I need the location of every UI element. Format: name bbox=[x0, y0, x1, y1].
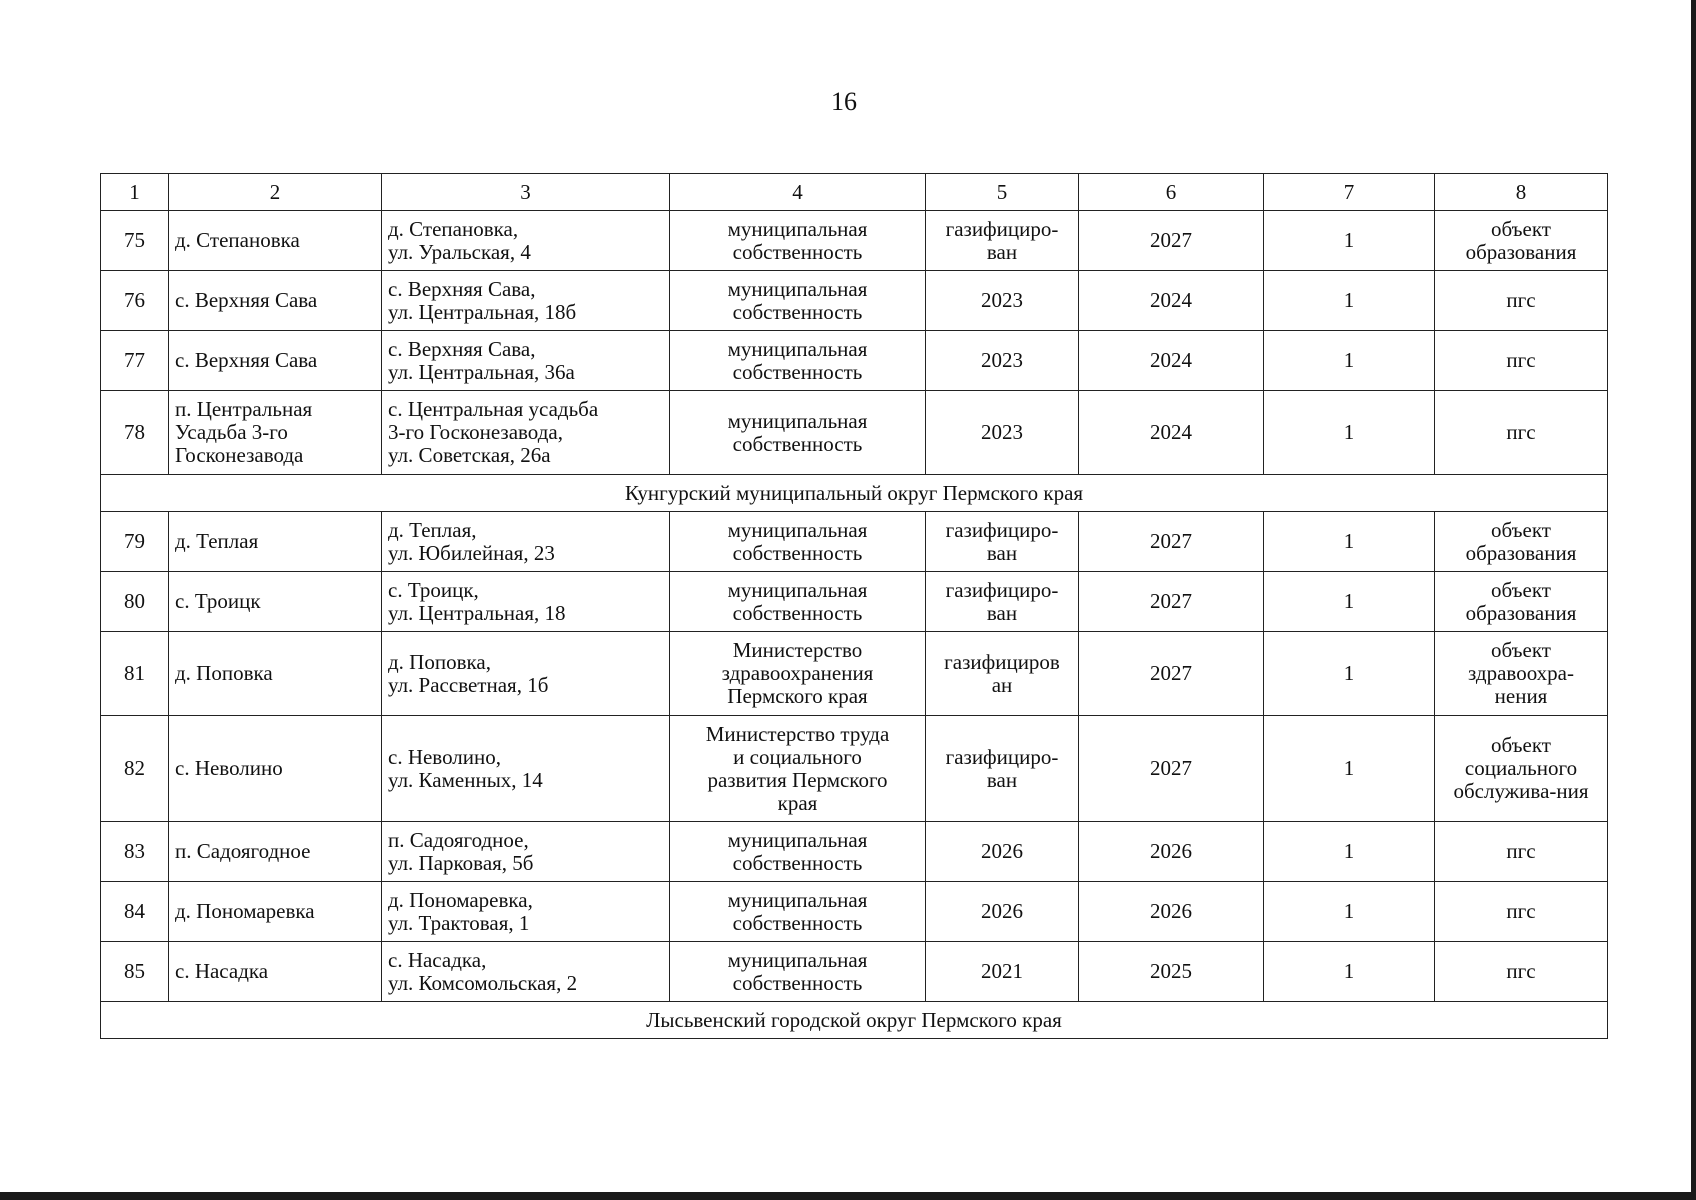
address-cell-line: п. Садоягодное, bbox=[388, 827, 529, 852]
section-title: Лысьвенский городской округ Пермского края bbox=[101, 1002, 1608, 1039]
owner-cell-line: собственность bbox=[732, 359, 863, 384]
section-row bbox=[101, 475, 1608, 512]
address-cell-line: 3-го Госконезавода, bbox=[388, 420, 563, 444]
gasification-cell bbox=[926, 271, 1079, 331]
year-cell: 2027 bbox=[1079, 716, 1264, 822]
year-cell: 2024 bbox=[1079, 271, 1264, 331]
owner-cell-line: собственность bbox=[732, 540, 863, 565]
count-cell: 1 bbox=[1264, 716, 1435, 822]
owner-cell-line: муниципальная bbox=[727, 887, 868, 912]
row-number-cell: 85 bbox=[101, 942, 169, 1002]
gasification-cell-line: газифициров bbox=[944, 649, 1060, 674]
count-cell: 1 bbox=[1264, 572, 1435, 632]
object-type-cell-line: объект bbox=[1491, 638, 1551, 662]
gasification-cell bbox=[926, 331, 1079, 391]
address-cell-line: д. Степановка, bbox=[388, 216, 519, 241]
owner-cell-line: собственность bbox=[732, 299, 863, 324]
owner-cell bbox=[670, 331, 926, 391]
row-number-cell: 76 bbox=[101, 271, 169, 331]
address-cell-line: ул. Центральная, 18б bbox=[388, 299, 577, 324]
object-type-cell-line: обслужива-ния bbox=[1453, 779, 1589, 803]
address-cell-line: ул. Рассветная, 1б bbox=[388, 672, 549, 697]
owner-cell-line: Министерство труда bbox=[705, 721, 890, 746]
gasification-cell bbox=[926, 572, 1079, 632]
row-number-cell: 84 bbox=[101, 882, 169, 942]
address-cell-line: с. Верхняя Сава, bbox=[388, 276, 536, 301]
table-body bbox=[101, 174, 1608, 1039]
table-row bbox=[101, 632, 1608, 716]
settlement-cell: д. Степановка bbox=[169, 211, 382, 271]
gasification-cell bbox=[926, 822, 1079, 882]
scan-edge-bottom bbox=[0, 1192, 1696, 1200]
address-cell-line: ул. Каменных, 14 bbox=[388, 767, 543, 792]
gasification-cell-line: ван bbox=[986, 600, 1018, 625]
object-type-cell-line: пгс bbox=[1506, 899, 1536, 923]
owner-cell-line: муниципальная bbox=[727, 947, 868, 972]
object-type-cell-line: объект bbox=[1491, 517, 1551, 542]
address-cell bbox=[382, 942, 670, 1002]
address-cell bbox=[382, 572, 670, 632]
address-cell bbox=[382, 632, 670, 716]
address-cell-line: ул. Советская, 26а bbox=[388, 443, 551, 467]
address-cell-line: ул. Комсомольская, 2 bbox=[388, 970, 578, 995]
object-type-cell bbox=[1435, 882, 1608, 942]
object-type-cell-line: образования bbox=[1465, 239, 1577, 264]
address-cell-line: с. Неволино, bbox=[388, 744, 502, 769]
owner-cell bbox=[670, 942, 926, 1002]
owner-cell-line: муниципальная bbox=[727, 577, 868, 602]
address-cell bbox=[382, 211, 670, 271]
owner-cell-line: собственность bbox=[732, 970, 863, 995]
object-type-cell-line: пгс bbox=[1506, 288, 1536, 312]
object-type-cell-line: пгс bbox=[1506, 348, 1536, 372]
owner-cell bbox=[670, 716, 926, 822]
address-cell-line: с. Троицк, bbox=[388, 577, 479, 602]
address-cell bbox=[382, 716, 670, 822]
address-cell-line: ул. Центральная, 18 bbox=[388, 600, 566, 625]
owner-cell bbox=[670, 391, 926, 475]
owner-cell-line: муниципальная bbox=[727, 276, 868, 301]
column-header: 5 bbox=[926, 174, 1079, 211]
column-header: 8 bbox=[1435, 174, 1608, 211]
address-cell-line: д. Пономаревка, bbox=[388, 887, 533, 912]
address-cell bbox=[382, 271, 670, 331]
row-number-cell: 75 bbox=[101, 211, 169, 271]
gasification-cell-line: газифициро- bbox=[945, 744, 1059, 769]
settlement-cell: д. Поповка bbox=[169, 632, 382, 716]
gasification-cell-line: 2026 bbox=[981, 899, 1023, 923]
owner-cell-line: муниципальная bbox=[727, 408, 868, 433]
table-row bbox=[101, 822, 1608, 882]
year-cell: 2024 bbox=[1079, 391, 1264, 475]
settlement-cell: с. Верхняя Сава bbox=[169, 271, 382, 331]
gasification-cell-line: 2026 bbox=[981, 839, 1023, 863]
owner-cell bbox=[670, 211, 926, 271]
row-number-cell: 78 bbox=[101, 391, 169, 475]
gasification-cell-line: 2023 bbox=[981, 288, 1023, 312]
gasification-cell-line: газифициро- bbox=[945, 517, 1059, 542]
count-cell: 1 bbox=[1264, 331, 1435, 391]
column-header: 1 bbox=[101, 174, 169, 211]
object-type-cell bbox=[1435, 391, 1608, 475]
address-cell-line: ул. Парковая, 5б bbox=[388, 850, 534, 875]
table-row bbox=[101, 882, 1608, 942]
table-row bbox=[101, 331, 1608, 391]
header-row bbox=[101, 174, 1608, 211]
object-type-cell bbox=[1435, 271, 1608, 331]
gasification-cell-line: газифициро- bbox=[945, 577, 1059, 602]
owner-cell-line: собственность bbox=[732, 910, 863, 935]
table-row bbox=[101, 512, 1608, 572]
settlement-cell: п. Садоягодное bbox=[169, 822, 382, 882]
row-number-cell: 82 bbox=[101, 716, 169, 822]
settlement-cell: п. Центральная Усадьба 3-го Госконезавода bbox=[169, 391, 382, 475]
section-title: Кунгурский муниципальный округ Пермского края bbox=[101, 475, 1608, 512]
owner-cell bbox=[670, 632, 926, 716]
object-type-cell-line: образования bbox=[1465, 540, 1577, 565]
count-cell: 1 bbox=[1264, 391, 1435, 475]
owner-cell-line: собственность bbox=[732, 600, 863, 625]
object-type-cell-line: образования bbox=[1465, 600, 1577, 625]
object-type-cell bbox=[1435, 632, 1608, 716]
address-cell-line: д. Поповка, bbox=[388, 649, 491, 674]
address-cell-line: ул. Центральная, 36а bbox=[388, 359, 575, 384]
gasification-cell-line: ван bbox=[986, 239, 1018, 264]
object-type-cell-line: здравоохра- bbox=[1468, 661, 1574, 685]
gasification-cell bbox=[926, 942, 1079, 1002]
gasification-cell-line: 2023 bbox=[981, 348, 1023, 372]
gasification-cell-line: 2023 bbox=[981, 420, 1023, 444]
row-number-cell: 80 bbox=[101, 572, 169, 632]
count-cell: 1 bbox=[1264, 271, 1435, 331]
settlement-cell: с. Верхняя Сава bbox=[169, 331, 382, 391]
owner-cell-line: муниципальная bbox=[727, 517, 868, 542]
address-cell-line: с. Верхняя Сава, bbox=[388, 336, 536, 361]
owner-cell bbox=[670, 882, 926, 942]
gasification-cell-line: 2021 bbox=[981, 959, 1023, 983]
object-type-cell-line: объект bbox=[1491, 733, 1551, 757]
owner-cell-line: собственность bbox=[732, 239, 863, 264]
year-cell: 2026 bbox=[1079, 882, 1264, 942]
table-row bbox=[101, 211, 1608, 271]
column-header: 6 bbox=[1079, 174, 1264, 211]
gasification-cell bbox=[926, 882, 1079, 942]
address-cell-line: ул. Юбилейная, 23 bbox=[388, 540, 555, 565]
year-cell: 2027 bbox=[1079, 211, 1264, 271]
address-cell bbox=[382, 331, 670, 391]
object-type-cell bbox=[1435, 211, 1608, 271]
gasification-cell bbox=[926, 716, 1079, 822]
object-type-cell-line: пгс bbox=[1506, 959, 1536, 983]
year-cell: 2027 bbox=[1079, 572, 1264, 632]
owner-cell-line: развития Пермского bbox=[707, 767, 888, 792]
gasification-cell-line: ан bbox=[991, 672, 1013, 697]
object-type-cell-line: нения bbox=[1494, 684, 1548, 708]
owner-cell-line: муниципальная bbox=[727, 827, 868, 852]
settlement-cell: с. Троицк bbox=[169, 572, 382, 632]
object-type-cell bbox=[1435, 942, 1608, 1002]
table-row bbox=[101, 572, 1608, 632]
gasification-cell bbox=[926, 512, 1079, 572]
owner-cell-line: Пермского края bbox=[727, 684, 868, 708]
object-type-cell-line: пгс bbox=[1506, 839, 1536, 863]
row-number-cell: 79 bbox=[101, 512, 169, 572]
object-type-cell-line: пгс bbox=[1506, 420, 1536, 444]
scan-edge-right bbox=[1691, 0, 1696, 1200]
table-row bbox=[101, 271, 1608, 331]
object-type-cell bbox=[1435, 331, 1608, 391]
owner-cell bbox=[670, 512, 926, 572]
table-row bbox=[101, 716, 1608, 822]
count-cell: 1 bbox=[1264, 211, 1435, 271]
owner-cell-line: муниципальная bbox=[727, 216, 868, 241]
count-cell: 1 bbox=[1264, 632, 1435, 716]
gasification-cell bbox=[926, 632, 1079, 716]
owner-cell-line: Министерство bbox=[732, 638, 863, 662]
address-cell bbox=[382, 391, 670, 475]
data-table bbox=[100, 173, 1608, 1039]
row-number-cell: 81 bbox=[101, 632, 169, 716]
address-cell-line: с. Насадка, bbox=[388, 947, 487, 972]
gasification-cell-line: ван bbox=[986, 540, 1018, 565]
gasification-cell-line: ван bbox=[986, 767, 1018, 792]
column-header: 7 bbox=[1264, 174, 1435, 211]
address-cell bbox=[382, 822, 670, 882]
object-type-cell-line: социального bbox=[1464, 756, 1578, 780]
object-type-cell-line: объект bbox=[1491, 216, 1551, 241]
owner-cell-line: муниципальная bbox=[727, 336, 868, 361]
column-header: 3 bbox=[382, 174, 670, 211]
count-cell: 1 bbox=[1264, 942, 1435, 1002]
owner-cell bbox=[670, 572, 926, 632]
column-header: 2 bbox=[169, 174, 382, 211]
owner-cell-line: собственность bbox=[732, 850, 863, 875]
table-row bbox=[101, 391, 1608, 475]
gasification-cell bbox=[926, 211, 1079, 271]
column-header: 4 bbox=[670, 174, 926, 211]
year-cell: 2024 bbox=[1079, 331, 1264, 391]
settlement-cell: д. Теплая bbox=[169, 512, 382, 572]
address-cell-line: ул. Трактовая, 1 bbox=[388, 910, 530, 935]
object-type-cell-line: объект bbox=[1491, 577, 1551, 602]
year-cell: 2025 bbox=[1079, 942, 1264, 1002]
year-cell: 2026 bbox=[1079, 822, 1264, 882]
object-type-cell bbox=[1435, 512, 1608, 572]
page-number: 16 bbox=[831, 87, 857, 116]
year-cell: 2027 bbox=[1079, 632, 1264, 716]
owner-cell-line: края bbox=[777, 790, 818, 815]
object-type-cell bbox=[1435, 822, 1608, 882]
settlement-cell: с. Неволино bbox=[169, 716, 382, 822]
count-cell: 1 bbox=[1264, 882, 1435, 942]
gasification-cell bbox=[926, 391, 1079, 475]
row-number-cell: 77 bbox=[101, 331, 169, 391]
owner-cell-line: и социального bbox=[733, 744, 862, 769]
object-type-cell bbox=[1435, 716, 1608, 822]
address-cell-line: ул. Уральская, 4 bbox=[388, 239, 531, 264]
owner-cell-line: здравоохранения bbox=[721, 661, 874, 685]
count-cell: 1 bbox=[1264, 822, 1435, 882]
address-cell bbox=[382, 512, 670, 572]
owner-cell-line: собственность bbox=[732, 431, 863, 456]
owner-cell bbox=[670, 822, 926, 882]
row-number-cell: 83 bbox=[101, 822, 169, 882]
settlement-cell: д. Пономаревка bbox=[169, 882, 382, 942]
year-cell: 2027 bbox=[1079, 512, 1264, 572]
settlement-cell: с. Насадка bbox=[169, 942, 382, 1002]
count-cell: 1 bbox=[1264, 512, 1435, 572]
address-cell bbox=[382, 882, 670, 942]
gasification-cell-line: газифициро- bbox=[945, 216, 1059, 241]
address-cell-line: с. Центральная усадьба bbox=[388, 397, 599, 421]
table-row bbox=[101, 942, 1608, 1002]
object-type-cell bbox=[1435, 572, 1608, 632]
address-cell-line: д. Теплая, bbox=[388, 517, 477, 542]
section-row bbox=[101, 1002, 1608, 1039]
owner-cell bbox=[670, 271, 926, 331]
